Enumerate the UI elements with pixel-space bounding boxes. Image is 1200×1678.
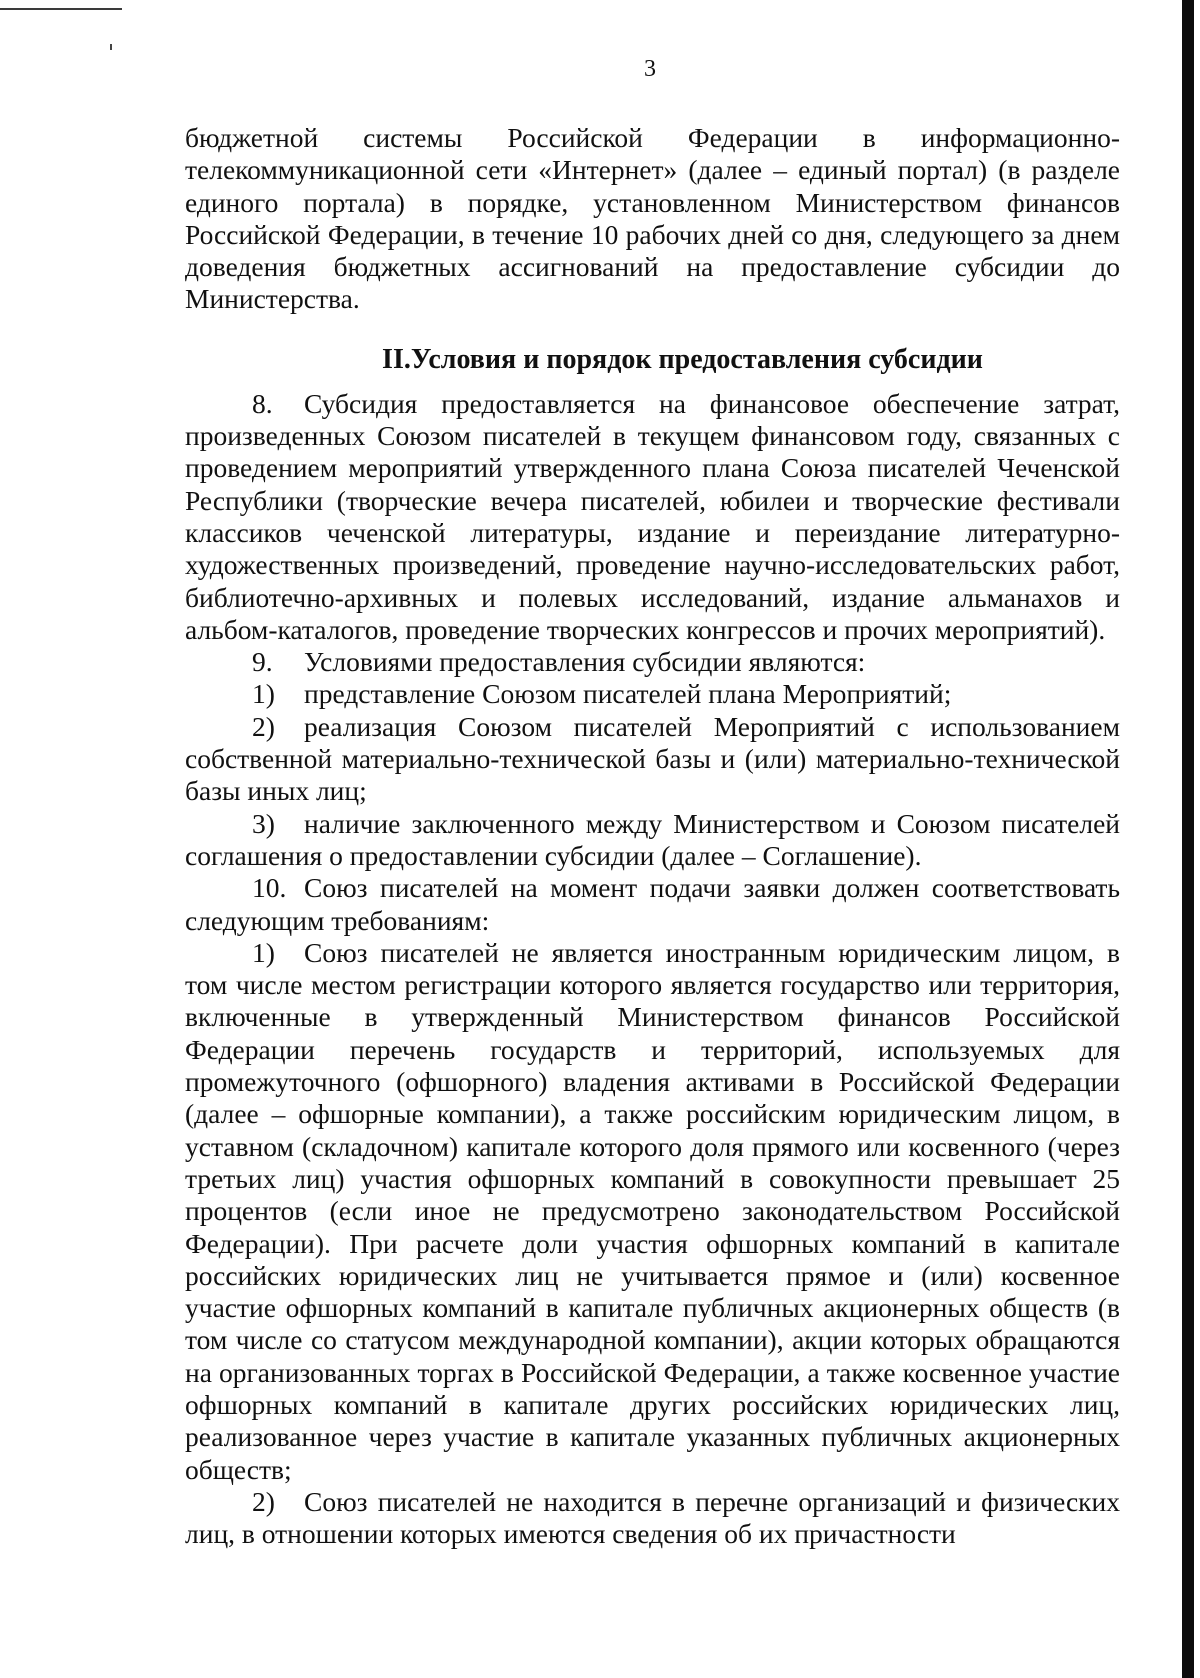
- clause-10-sub-1: [185, 937, 1120, 1486]
- clause-number: 9.: [252, 646, 273, 678]
- subclause-text: наличие заключенного между Министерством и Союзом писателей соглашения о предоставлении субсидии (далее – Соглашение).: [185, 807, 1120, 871]
- clause-9: [185, 646, 1120, 678]
- intro-paragraph: бюджетной системы Российской Федерации в информационно-телекоммуникационной сети «Интернет» (далее – единый портал) (в разделе единого портала) в порядке, установленном Министерством финансов Российской Федерации, в течение 10 рабочих дней со дня, следующего за днем доведения бюджетных ассигнований на предоставление субсидии до Министерства.: [185, 122, 1120, 315]
- subclause-number: 1): [252, 678, 275, 710]
- scan-artifact-top-rule: [0, 8, 122, 10]
- subclause-number: 2): [252, 710, 275, 742]
- clause-number: 8.: [252, 387, 273, 419]
- clause-text: Субсидия предоставляется на финансовое обеспечение затрат, произведенных Союзом писателей в текущем финансовом году, связанных с проведением мероприятий утвержденного плана Союза писателей Чеченской Республики (творческие вечера писателей, юбилеи и творческие фестивали классиков чеченской литературы, издание и переиздание литературно-художественных произведений, проведение научно-исследовательских работ, библиотечно-архивных и полевых исследований, издание альманахов и альбом-каталогов, проведение творческих конгрессов и прочих мероприятий).: [185, 387, 1120, 645]
- section-title: II.Условия и порядок предоставления субсидии: [382, 343, 983, 375]
- subclause-number: 1): [252, 936, 275, 968]
- scan-artifact-right-edge: [1182, 0, 1194, 1678]
- scan-artifact-mark: [110, 44, 112, 50]
- clause-10: [185, 872, 1120, 937]
- clause-text: Условиями предоставления субсидии являются:: [304, 646, 866, 678]
- clause-number: 10.: [252, 872, 287, 904]
- subclause-text: реализация Союзом писателей Мероприятий с использованием собственной материально-технической базы и (или) материально-технической базы иных лиц;: [185, 710, 1120, 807]
- clause-9-sub-3: [185, 808, 1120, 873]
- clause-9-sub-2: [185, 711, 1120, 808]
- subclause-number: 2): [252, 1485, 275, 1517]
- clause-9-sub-1: [185, 678, 1120, 710]
- clause-text: Союз писателей на момент подачи заявки должен соответствовать следующим требованиям:: [185, 872, 1120, 936]
- subclause-number: 3): [252, 807, 275, 839]
- clause-8: [185, 388, 1120, 646]
- document-body: [185, 122, 1120, 1550]
- subclause-text: Союз писателей не находится в перечне организаций и физических лиц, в отношении которых имеются сведения об их причастности: [185, 1485, 1120, 1550]
- subclause-text: представление Союзом писателей плана Мероприятий;: [304, 678, 952, 710]
- subclause-text: Союз писателей не является иностранным юридическим лицом, в том числе местом регистрации которого является государство или территория, включенные в утвержденный Министерством финансов Российской Федерации перечень государств и территорий, используемых для промежуточного (офшорного) владения активами в Российской Федерации (далее – офшорные компании), а также российским юридическим лицом, в уставном (складочном) капитале которого доля прямого или косвенного (через третьих лиц) участия офшорных компаний в совокупности превышает 25 процентов (если иное не предусмотрено законодательством Российской Федерации). При расчете доли участия офшорных компаний в капитале российских юридических лиц не учитывается прямое и (или) косвенное участие офшорных компаний в капитале публичных акционерных обществ (в том числе со статусом международной компании), акции которых обращаются на организованных торгах в Российской Федерации, а также косвенное участие офшорных компаний в капитале других российских юридических лиц, реализованное через участие в капитале указанных публичных акционерных обществ;: [185, 936, 1120, 1485]
- page-number: 3: [644, 56, 656, 82]
- clause-10-sub-2: [185, 1486, 1120, 1551]
